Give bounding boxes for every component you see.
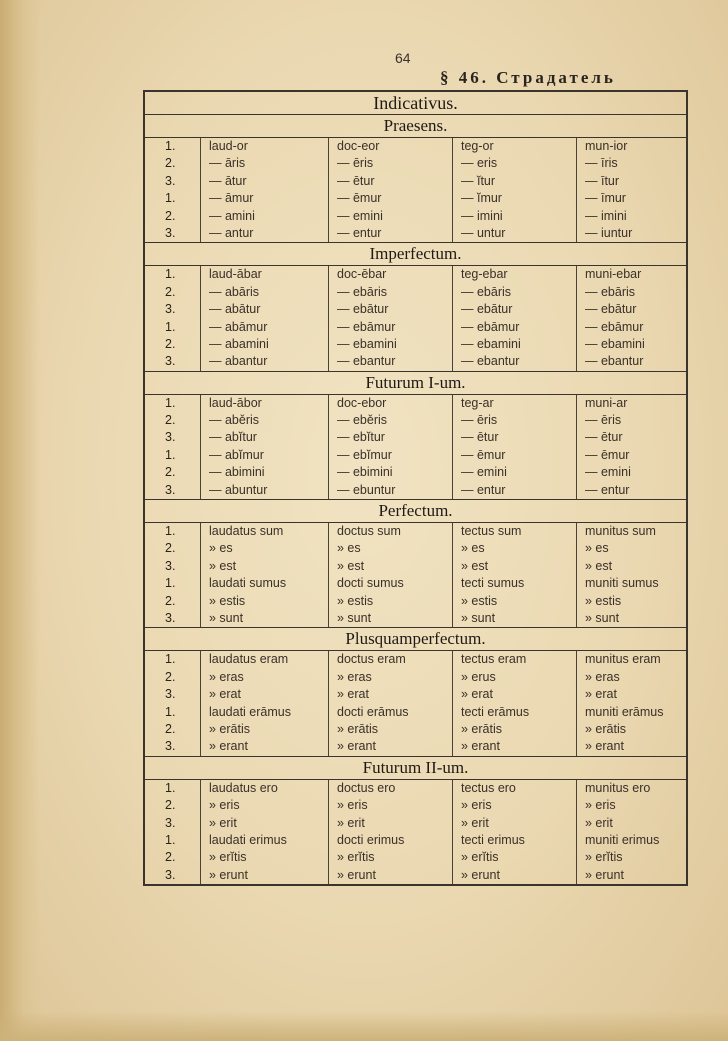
form-doceo: — ebĭmur xyxy=(328,447,452,464)
form-munio: — ebāris xyxy=(576,284,684,301)
table-row xyxy=(145,412,686,429)
form-doceo: — ebāris xyxy=(328,284,452,301)
form-doceo: docti erimus xyxy=(328,832,452,849)
tense-heading: Perfectum. xyxy=(145,500,686,523)
form-doceo: — ebātur xyxy=(328,301,452,318)
conjugation-table xyxy=(143,90,688,886)
form-munio: muniti erāmus xyxy=(576,704,684,721)
form-doceo: — ebuntur xyxy=(328,482,452,499)
form-tego: — ebamini xyxy=(452,336,576,353)
form-laudo: — abuntur xyxy=(200,482,328,499)
person-number: 2. xyxy=(165,413,176,428)
form-doceo: » erat xyxy=(328,686,452,703)
person-number: 1. xyxy=(165,780,176,795)
table-row xyxy=(145,575,686,592)
table-row xyxy=(145,353,686,370)
table-row xyxy=(145,429,686,446)
form-laudo: » erat xyxy=(200,686,328,703)
page-number: 64 xyxy=(395,50,411,66)
form-doceo: — ebimini xyxy=(328,464,452,481)
form-tego: teg-ebar xyxy=(452,266,576,283)
person-number: 3. xyxy=(165,610,176,625)
form-munio: — entur xyxy=(576,482,684,499)
form-tego: — ĭtur xyxy=(452,173,576,190)
table-row xyxy=(145,155,686,172)
person-number: 3. xyxy=(165,173,176,188)
form-munio: munitus eram xyxy=(576,651,684,668)
table-row xyxy=(145,225,686,242)
form-munio: — ebātur xyxy=(576,301,684,318)
tense-heading: Futurum I-um. xyxy=(145,372,686,395)
form-laudo: — aběris xyxy=(200,412,328,429)
form-laudo: laudati erimus xyxy=(200,832,328,849)
form-laudo: » eris xyxy=(200,797,328,814)
form-doceo: — ebĭtur xyxy=(328,429,452,446)
person-number: 1. xyxy=(165,576,176,591)
form-doceo: — ēmur xyxy=(328,190,452,207)
table-title: Indicativus. xyxy=(145,92,686,115)
form-laudo: laudatus sum xyxy=(200,523,328,540)
form-laudo: — abamini xyxy=(200,336,328,353)
form-munio: » erit xyxy=(576,815,684,832)
form-laudo: laud-ābar xyxy=(200,266,328,283)
form-doceo: — ētur xyxy=(328,173,452,190)
form-doceo: doc-ebor xyxy=(328,395,452,412)
form-doceo: — ebāmur xyxy=(328,319,452,336)
table-row xyxy=(145,208,686,225)
form-tego: — imini xyxy=(452,208,576,225)
form-laudo: — abimini xyxy=(200,464,328,481)
tense-heading: Futurum II-um. xyxy=(145,757,686,780)
person-number: 2. xyxy=(165,541,176,556)
form-laudo: — abāris xyxy=(200,284,328,301)
form-munio: » est xyxy=(576,558,684,575)
form-munio: — īris xyxy=(576,155,684,172)
form-laudo: — āris xyxy=(200,155,328,172)
form-laudo: laudatus eram xyxy=(200,651,328,668)
page-bottom-shadow xyxy=(0,1011,728,1041)
form-tego: » erus xyxy=(452,669,576,686)
person-number: 3. xyxy=(165,739,176,754)
form-laudo: » es xyxy=(200,540,328,557)
form-munio: muni-ebar xyxy=(576,266,684,283)
form-tego: » erātis xyxy=(452,721,576,738)
table-row xyxy=(145,669,686,686)
tense-heading: Plusquamperfectum. xyxy=(145,628,686,651)
form-doceo: docti sumus xyxy=(328,575,452,592)
form-munio: muni-ar xyxy=(576,395,684,412)
tense-block xyxy=(145,372,686,500)
form-laudo: » erĭtis xyxy=(200,849,328,866)
table-row xyxy=(145,797,686,814)
form-doceo: doctus eram xyxy=(328,651,452,668)
form-doceo: » erunt xyxy=(328,867,452,884)
form-munio: » eras xyxy=(576,669,684,686)
form-munio: » es xyxy=(576,540,684,557)
form-laudo: » erunt xyxy=(200,867,328,884)
table-row xyxy=(145,651,686,668)
form-tego: tecti erāmus xyxy=(452,704,576,721)
form-laudo: — abantur xyxy=(200,353,328,370)
form-tego: tectus eram xyxy=(452,651,576,668)
form-doceo: — ebantur xyxy=(328,353,452,370)
person-number: 2. xyxy=(165,669,176,684)
tense-block xyxy=(145,757,686,884)
form-laudo: » erātis xyxy=(200,721,328,738)
table-row xyxy=(145,447,686,464)
form-tego: tecti sumus xyxy=(452,575,576,592)
form-tego: teg-ar xyxy=(452,395,576,412)
table-row xyxy=(145,686,686,703)
form-laudo: — abātur xyxy=(200,301,328,318)
form-laudo: — ātur xyxy=(200,173,328,190)
form-munio: mun-ior xyxy=(576,138,684,155)
table-row xyxy=(145,849,686,866)
table-row xyxy=(145,301,686,318)
form-tego: » erit xyxy=(452,815,576,832)
form-doceo: doctus sum xyxy=(328,523,452,540)
form-tego: — ebāris xyxy=(452,284,576,301)
form-munio: — īmur xyxy=(576,190,684,207)
person-number: 1. xyxy=(165,652,176,667)
form-tego: » erant xyxy=(452,738,576,755)
form-doceo: — ebamini xyxy=(328,336,452,353)
form-doceo: » erĭtis xyxy=(328,849,452,866)
person-number: 2. xyxy=(165,721,176,736)
person-number: 1. xyxy=(165,524,176,539)
table-row xyxy=(145,266,686,283)
form-munio: — ēmur xyxy=(576,447,684,464)
form-munio: » eris xyxy=(576,797,684,814)
table-row xyxy=(145,558,686,575)
person-number: 3. xyxy=(165,354,176,369)
person-number: 1. xyxy=(165,319,176,334)
form-doceo: » es xyxy=(328,540,452,557)
person-number: 1. xyxy=(165,267,176,282)
tense-block xyxy=(145,628,686,756)
table-row xyxy=(145,319,686,336)
table-row xyxy=(145,610,686,627)
form-doceo: doc-eor xyxy=(328,138,452,155)
form-laudo: » est xyxy=(200,558,328,575)
table-row xyxy=(145,780,686,797)
person-number: 1. xyxy=(165,832,176,847)
form-tego: tectus sum xyxy=(452,523,576,540)
form-tego: — ētur xyxy=(452,429,576,446)
table-row xyxy=(145,704,686,721)
form-munio: — emini xyxy=(576,464,684,481)
tense-block xyxy=(145,500,686,628)
section-heading: § 46. Страдатель xyxy=(440,68,616,87)
table-row xyxy=(145,523,686,540)
form-doceo: doc-ēbar xyxy=(328,266,452,283)
person-number: 2. xyxy=(165,465,176,480)
table-row xyxy=(145,593,686,610)
form-tego: — entur xyxy=(452,482,576,499)
form-laudo: — abāmur xyxy=(200,319,328,336)
person-number: 2. xyxy=(165,336,176,351)
table-row xyxy=(145,464,686,481)
person-number: 2. xyxy=(165,156,176,171)
table-row xyxy=(145,336,686,353)
person-number: 3. xyxy=(165,302,176,317)
form-laudo: laudati erāmus xyxy=(200,704,328,721)
form-munio: » erunt xyxy=(576,867,684,884)
form-tego: — untur xyxy=(452,225,576,242)
table-row xyxy=(145,482,686,499)
person-number: 3. xyxy=(165,225,176,240)
form-tego: — ēris xyxy=(452,412,576,429)
person-number: 2. xyxy=(165,593,176,608)
form-tego: » estis xyxy=(452,593,576,610)
person-number: 3. xyxy=(165,482,176,497)
form-tego: » sunt xyxy=(452,610,576,627)
form-laudo: » eras xyxy=(200,669,328,686)
page-edge-shadow xyxy=(0,0,40,1041)
form-munio: — ebamini xyxy=(576,336,684,353)
form-laudo: — abĭtur xyxy=(200,429,328,446)
form-doceo: » erant xyxy=(328,738,452,755)
form-munio: — ebāmur xyxy=(576,319,684,336)
form-munio: » sunt xyxy=(576,610,684,627)
form-tego: — ebātur xyxy=(452,301,576,318)
form-munio: munitus ero xyxy=(576,780,684,797)
form-laudo: — āmur xyxy=(200,190,328,207)
form-tego: — ēmur xyxy=(452,447,576,464)
form-laudo: » erant xyxy=(200,738,328,755)
form-doceo: — ēris xyxy=(328,155,452,172)
form-doceo: — entur xyxy=(328,225,452,242)
form-tego: tecti erimus xyxy=(452,832,576,849)
form-munio: » erĭtis xyxy=(576,849,684,866)
tense-block xyxy=(145,243,686,371)
form-tego: — eris xyxy=(452,155,576,172)
person-number: 2. xyxy=(165,798,176,813)
person-number: 1. xyxy=(165,191,176,206)
form-tego: — ĭmur xyxy=(452,190,576,207)
tense-heading: Imperfectum. xyxy=(145,243,686,266)
tense-heading: Praesens. xyxy=(145,115,686,138)
form-doceo: » estis xyxy=(328,593,452,610)
form-laudo: » erit xyxy=(200,815,328,832)
form-laudo: » sunt xyxy=(200,610,328,627)
form-munio: — ētur xyxy=(576,429,684,446)
form-munio: » erant xyxy=(576,738,684,755)
person-number: 3. xyxy=(165,687,176,702)
table-row xyxy=(145,738,686,755)
table-row xyxy=(145,284,686,301)
form-doceo: » sunt xyxy=(328,610,452,627)
person-number: 1. xyxy=(165,704,176,719)
form-tego: — ebāmur xyxy=(452,319,576,336)
form-laudo: laud-ābor xyxy=(200,395,328,412)
person-number: 3. xyxy=(165,558,176,573)
table-row xyxy=(145,173,686,190)
form-laudo: laudatus ero xyxy=(200,780,328,797)
form-munio: muniti erimus xyxy=(576,832,684,849)
form-laudo: laud-or xyxy=(200,138,328,155)
form-tego: » est xyxy=(452,558,576,575)
form-laudo: — antur xyxy=(200,225,328,242)
form-tego: » erunt xyxy=(452,867,576,884)
form-doceo: » erit xyxy=(328,815,452,832)
form-tego: tectus ero xyxy=(452,780,576,797)
person-number: 1. xyxy=(165,395,176,410)
person-number: 3. xyxy=(165,815,176,830)
form-laudo: » estis xyxy=(200,593,328,610)
form-munio: » estis xyxy=(576,593,684,610)
table-row xyxy=(145,138,686,155)
form-munio: munitus sum xyxy=(576,523,684,540)
form-doceo: — emini xyxy=(328,208,452,225)
form-doceo: » est xyxy=(328,558,452,575)
table-row xyxy=(145,721,686,738)
tense-block xyxy=(145,115,686,243)
person-number: 2. xyxy=(165,208,176,223)
person-number: 1. xyxy=(165,139,176,153)
person-number: 2. xyxy=(165,850,176,865)
form-tego: » erat xyxy=(452,686,576,703)
form-munio: muniti sumus xyxy=(576,575,684,592)
table-row xyxy=(145,540,686,557)
person-number: 3. xyxy=(165,867,176,882)
form-doceo: doctus ero xyxy=(328,780,452,797)
table-row xyxy=(145,832,686,849)
form-tego: » erĭtis xyxy=(452,849,576,866)
table-row xyxy=(145,395,686,412)
form-tego: — ebantur xyxy=(452,353,576,370)
form-munio: » erātis xyxy=(576,721,684,738)
table-row xyxy=(145,190,686,207)
form-tego: — emini xyxy=(452,464,576,481)
table-row xyxy=(145,815,686,832)
form-tego: teg-or xyxy=(452,138,576,155)
table-row xyxy=(145,867,686,884)
form-munio: » erat xyxy=(576,686,684,703)
person-number: 2. xyxy=(165,284,176,299)
form-laudo: — amini xyxy=(200,208,328,225)
form-doceo: » eras xyxy=(328,669,452,686)
form-munio: — imini xyxy=(576,208,684,225)
person-number: 3. xyxy=(165,430,176,445)
form-laudo: laudati sumus xyxy=(200,575,328,592)
person-number: 1. xyxy=(165,447,176,462)
form-doceo: — eběris xyxy=(328,412,452,429)
form-munio: — iuntur xyxy=(576,225,684,242)
form-doceo: » erātis xyxy=(328,721,452,738)
form-munio: — ītur xyxy=(576,173,684,190)
form-munio: — ebantur xyxy=(576,353,684,370)
form-munio: — ēris xyxy=(576,412,684,429)
form-tego: » eris xyxy=(452,797,576,814)
form-laudo: — abĭmur xyxy=(200,447,328,464)
form-tego: » es xyxy=(452,540,576,557)
form-doceo: » eris xyxy=(328,797,452,814)
form-doceo: docti erāmus xyxy=(328,704,452,721)
